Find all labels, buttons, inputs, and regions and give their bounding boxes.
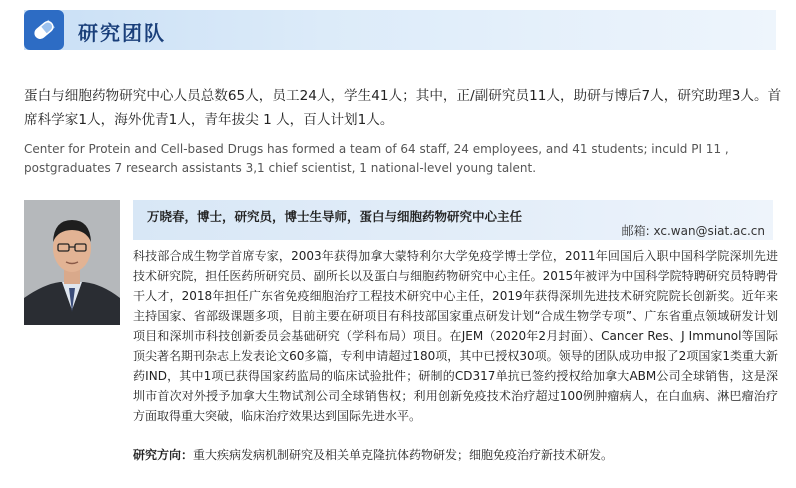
section-header: [24, 10, 776, 50]
profile-bio: 科技部合成生物学首席专家，2003年获得加拿大蒙特利尔大学免疫学博士学位，2011年回国后入职中国科学院深圳先进技术研究院，担任医药所研究员、副所长以及蛋白与细胞药物研究中心主任。2015年被评为中国科学院特聘研究员特聘骨干人才，2018年担任广东省免疫细胞治疗工程技术研究中心主任，2019年获得深圳先进技术研究院院长创新奖。近年来主持国家、省部级课题多项，目前主要在研项目有科技部国家重点研发计划“合成生物学专项”、广东省重点领域研发计划项目和深圳市科技创新委员会基础研究（学科布局）项目。在JEM（2020年2月封面）、Cancer Res、J Immunol等国际顶尖著名期刊杂志上发表论文60多篇，专利申请超过180项，其中已授权30项。领导的团队成功申报了2项国家1类重大新药IND，其中1项已获得国家药监局的临床试验批件；研制的CD317单抗已签约授权给加拿大ABM公司全球销售，这是深圳市首次对外授予加拿大生物试剂公司全球销售权；利用创新免疫技术治疗超过100例肿瘤病人，在白血病、淋巴瘤治疗方面取得重大突破，临床治疗效果达到国际先进水平。: [133, 249, 778, 423]
profile-photo: [24, 200, 120, 325]
pill-capsule-icon: [24, 10, 64, 50]
email-link[interactable]: xc.wan@siat.ac.cn: [653, 224, 765, 238]
email-row: [622, 222, 765, 239]
section-title: 研究团队: [78, 21, 166, 45]
team-summary-en: Center for Protein and Cell-based Drugs has formed a team of 64 staff, 24 employees, and 41 students; inculd PI 11 , postgraduates 7 research assistants 3,1 chief scientist, 1 national-level young talent.: [24, 142, 729, 175]
research-direction: [133, 445, 778, 465]
team-summary-cn: 蛋白与细胞药物研究中心人员总数65人，员工24人，学生41人；其中，正/副研究员11人，助研与博后7人，研究助理3人。首席科学家1人，海外优青1人，青年拔尖 1 人，百人计划1人。: [24, 88, 782, 128]
profile-header: [133, 200, 773, 240]
email-label: 邮箱:: [621, 224, 650, 238]
research-direction-text: 重大疾病发病机制研究及相关单克隆抗体药物研发；细胞免疫治疗新技术研发。: [193, 448, 614, 462]
research-direction-label: 研究方向：: [133, 448, 194, 462]
profile-name-title: 万晓春，博士，研究员，博士生导师，蛋白与细胞药物研究中心主任: [147, 209, 523, 224]
